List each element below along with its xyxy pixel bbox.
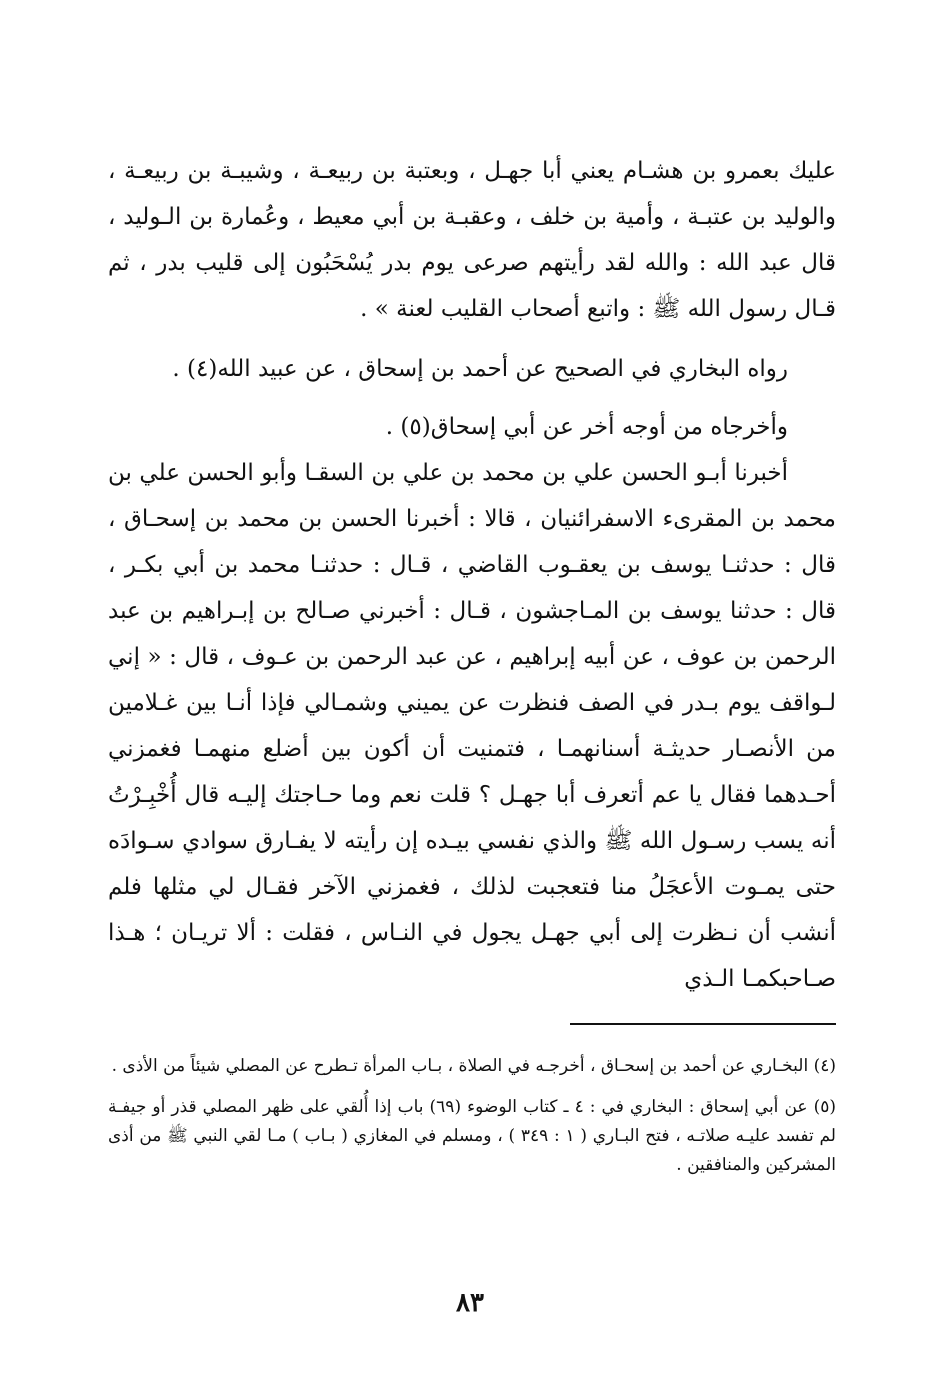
paragraph-other-routes: وأخرجاه من أوجه أخر عن أبي إسحاق(٥) . <box>385 414 788 440</box>
footnote-divider <box>570 1023 836 1025</box>
footnote-4: (٤) البخـاري عن أحمد بن إسحـاق ، أخرجـه في الصلاة ، بـاب المرأة تـطرح عن المصلي شيئاً من الأذى . <box>111 1056 836 1076</box>
main-text-block <box>108 148 836 1002</box>
paragraph-hadith-end: عليك بعمرو بن هشـام يعني أبا جهـل ، وبعتبة بن ربيعـة ، وشيبـة بن ربيعـة ، والوليد بن عتبـة ، وأمية بن خلف ، وعقبـة بن أبي معيط ، وعُمارة بن الـوليد ، قال عبد الله : والله لقد رأيتهم صرعى يوم بدر يُسْحَبُون إلى قليب بدر ، ثم قـال رسول الله ﷺ : واتبع أصحاب القليب لعنة » . <box>108 158 836 322</box>
paragraph-isnad-badr: أخبرنا أبـو الحسن علي بن محمد بن علي بن السقـا وأبو الحسن علي بن محمد بن المقرىء الاسفرائنيان ، قالا : أخبرنا الحسن بن محمد بن إسحـاق ، قال : حدثنـا يوسف بن يعقـوب القاضي ، قـال : حدثنـا محمد بن أبي بكـر ، قال : حدثنا يوسف بن المـاجشون ، قـال : أخبرني صـالح بن إبـراهيم بن عبد الرحمن بن عوف ، عن أبيه إبراهيم ، عن عبد الرحمن بن عـوف ، قال : « إني لـواقف يوم بـدر في الصف فنظرت عن يميني وشمـالي فإذا أنـا بين غـلامين من الأنصـار حديثـة أسنانهمـا ، فتمنيت أن أكون بين أضلع منهمـا فغمزني أحـدهما فقال يا عم أتعرف أبا جهـل ؟ قلت نعم وما حـاجتك إليـه قال أُخْبِـرْتُ أنه يسب رسـول الله ﷺ والذي نفسي بيـده إن رأيته لا يفـارق سوادي سـوادَه حتى يمـوت الأعجَلُ منا فتعجبت لذلك ، فغمزني الآخر فقـال لي مثلها فلم أنشب أن نـظرت إلى أبي جهـل يجول في النـاس ، فقلت : ألا تريـان ؛ هـذا صـاحبكمـا الـذي <box>108 460 836 992</box>
paragraph-bukhari-narration: رواه البخاري في الصحيح عن أحمد بن إسحاق ، عن عبيد الله(٤) . <box>172 356 788 382</box>
footnote-5: (٥) عن أبي إسحاق : البخاري في : ٤ ـ كتاب الوضوء (٦٩) باب إذا أُلقي على ظهر المصلي قذر أو جيفـة لم تفسد عليـه صلاتـه ، فتح البـاري ( ١ : ٣٤٩ ) ، ومسلم في المغازي ( بـاب ) مـا لقي النبي ﷺ من أذى المشركين والمنافقين . <box>108 1097 836 1175</box>
footnotes-block <box>108 1052 836 1192</box>
page-number: ٨٣ <box>456 1288 484 1318</box>
